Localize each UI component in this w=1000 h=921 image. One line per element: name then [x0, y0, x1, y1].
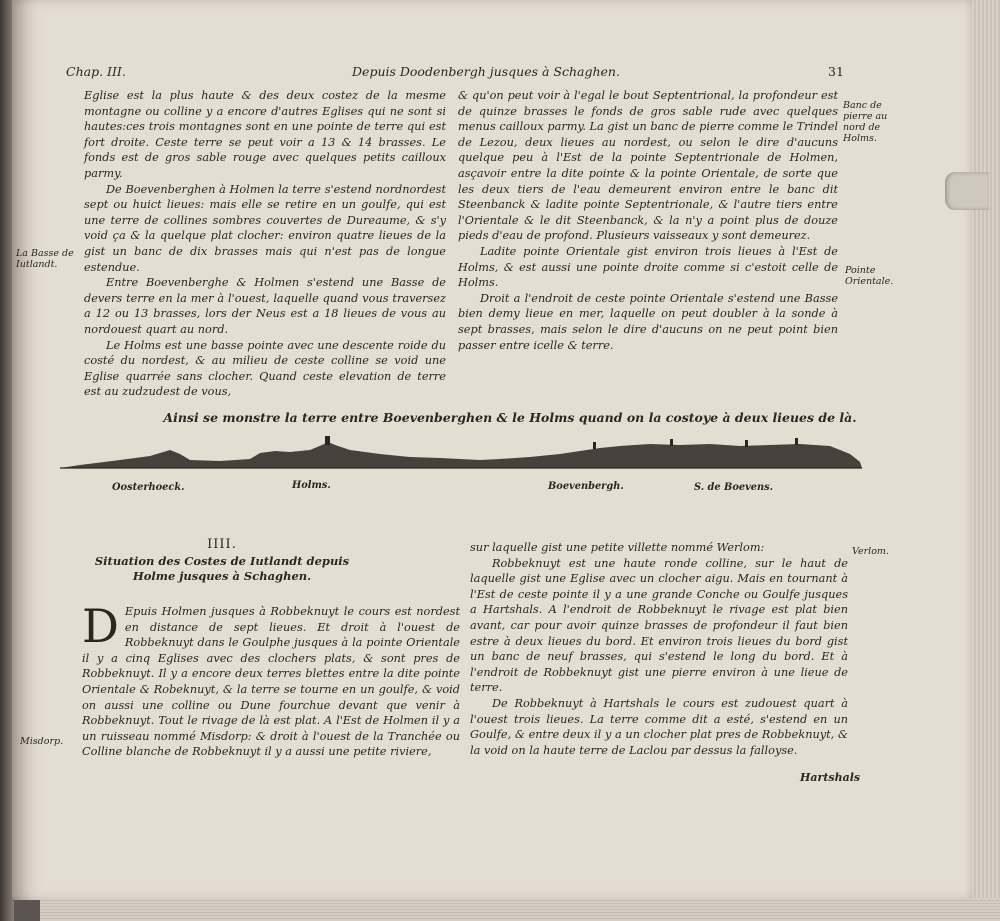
church-tower	[325, 436, 330, 445]
bookmark-tab	[945, 172, 989, 210]
lower-left-column	[82, 599, 460, 760]
place-label-boevens: S. de Boevens.	[694, 482, 774, 493]
paragraph: Robbeknuyt est une haute ronde colline, sur le haut de laquelle gist une Eglise avec un clocher aigu. Mais en tournant à l'Est de ceste pointe il y a une grande Conche ou Goulfe jusques a Hartshals. A l'endroit de Robbeknuyt le rivage est plat bien avant, car pour avoir quinze brasses de profondeur il faut bien estre à deux lieues du bord. Et environ trois lieues du bord gist un banc de neuf brasses, qui s'estend le long du bord. Et à l'endroit de Robbeknuyt gist une pierre environ à une lieue de terre.	[470, 556, 848, 695]
church-tower	[670, 439, 673, 446]
paragraph: Entre Boevenberghe & Holmen s'estend une Basse de devers terre en la mer à l'ouest, laquelle quand vous traversez a 12 ou 13 brasses, lors der Neus est a 18 lieues de vous au nordouest quart au nord.	[84, 276, 446, 336]
church-tower	[745, 440, 748, 447]
paragraph: Eglise est la plus haute & des deux costez de la mesme montagne ou colline y a encore d'autres Eglises qui ne sont si hautes:ces trois montagnes sont en une pointe de terre qui est fort droite. Ceste terre se peut voir a 13 & 14 brasses. Le fonds est de gros sable rouge avec quelques petits cailloux parmy.	[84, 89, 446, 180]
upper-left-column	[84, 88, 446, 400]
chapter-label: Chap. III.	[66, 64, 126, 79]
margin-note-pointe: Pointe Orientale.	[845, 265, 894, 287]
running-title: Depuis Doodenbergh jusques à Schaghen.	[352, 64, 620, 79]
margin-note-banc: Banc de pierre au nord de Holms.	[843, 100, 888, 144]
paragraph: Epuis Holmen jusques à Robbeknuyt le cours est nordest en distance de sept lieues. Et droit à l'ouest de Robbeknuyt dans le Goulphe jusques à la pointe Orientale il y a cinq Eglises avec des clochers plats, & sont pres de Robbeknuyt. Il y a encore deux terres blettes entre la dite pointe Orientale & Robeknuyt, & la terre se tourne en un goulfe, & void on aussi une colline ou Dune fourchue devant que venir à Robbeknuyt. Tout le rivage de là est plat. A l'Est de Holmen il y a un ruisseau nommé Misdorp: & droit à l'ouest de la Tranchée ou Colline blanche de Robbeknuyt il y a aussi une petite riviere,	[82, 605, 460, 759]
margin-note-basse: La Basse de Iutlandt.	[16, 248, 74, 270]
paragraph: Ladite pointe Orientale gist environ trois lieues à l'Est de Holms, & est aussi une pointe droite comme si c'estoit celle de Holms.	[458, 244, 838, 290]
paragraph: De Robbeknuyt à Hartshals le cours est zudouest quart à l'ouest trois lieues. La terre comme dit a esté, s'estend en un Goulfe, & entre deux il y a un clocher plat pres de Robbeknuyt, & la void on la haute terre de Laclou par dessus la falloyse.	[470, 696, 848, 757]
margin-note-verlom: Verlom.	[852, 546, 889, 557]
section-number: IIII.	[207, 537, 237, 552]
coastline-profile	[60, 430, 870, 478]
paragraph: De Boevenberghen à Holmen la terre s'estend nordnordest sept ou huict lieues: mais elle se retire en un goulfe, qui est une terre de collines sombres couvertes de Dureaume, & s'y void ça & la quelque plat clocher: environ quatre lieues de la gist un banc de dix brasses mais qui n'est pas de longue estendue.	[84, 182, 446, 274]
place-label-oosterhoeck: Oosterhoeck.	[112, 482, 185, 493]
drop-capital: D	[82, 599, 119, 653]
page-number: 31	[828, 64, 844, 79]
page-bottom-edges	[40, 898, 1000, 921]
place-label-boevenbergh: Boevenbergh.	[548, 481, 624, 492]
paragraph: Le Holms est une basse pointe avec une descente roide du costé du nordest, & au milieu de ceste colline se void une Eglise quarrée sans clocher. Quand ceste elevation de terre est au zudzudest de vous,	[84, 338, 446, 399]
paragraph: & qu'on peut voir à l'egal le bout Septentrional, la profondeur est de quinze brasses le fonds de gros sable rude avec quelques menus cailloux parmy. La gist un banc de pierre comme le Trindel de Lezou, deux lieues au nordest, ou selon le dire d'aucuns quelque peu à l'Est de la pointe Septentrionale de Holmen, asçavoir entre la dite pointe & la pointe Orientale, de sorte que les deux tiers de l'eau demeurent environ entre le banc dit Steenbanck & ladite pointe Septentrionale, & l'autre tiers entre l'Orientale & le dit Steenbanck, & la n'y a point plus de douze pieds d'eau de profond. Plusieurs vaisseaux y sont demeurez.	[458, 89, 838, 243]
coastline-land	[60, 442, 862, 468]
paragraph: sur laquelle gist une petite villette nommé Werlom:	[470, 541, 765, 554]
section-title: Situation des Costes de Iutlandt depuis Holme jusques à Schaghen.	[94, 554, 350, 583]
margin-note-misdorp: Misdorp.	[20, 736, 64, 747]
page-edges	[972, 0, 1000, 921]
paragraph: Droit a l'endroit de ceste pointe Orientale s'estend une Basse bien demy lieue en mer, laquelle on peut doubler à la sonde à sept brasses, mais selon le dire d'aucuns on ne peut point bien passer entre icelle & terre.	[458, 291, 838, 352]
lower-right-column	[470, 540, 848, 758]
catchword: Hartshals	[800, 771, 861, 784]
church-tower	[795, 438, 798, 445]
place-label-holms: Holms.	[292, 480, 331, 491]
church-tower	[593, 442, 596, 449]
profile-caption: Ainsi se monstre la terre entre Boevenberghen & le Holms quand on la costoye à deux lieues de là.	[163, 410, 857, 425]
upper-right-column	[458, 88, 838, 353]
